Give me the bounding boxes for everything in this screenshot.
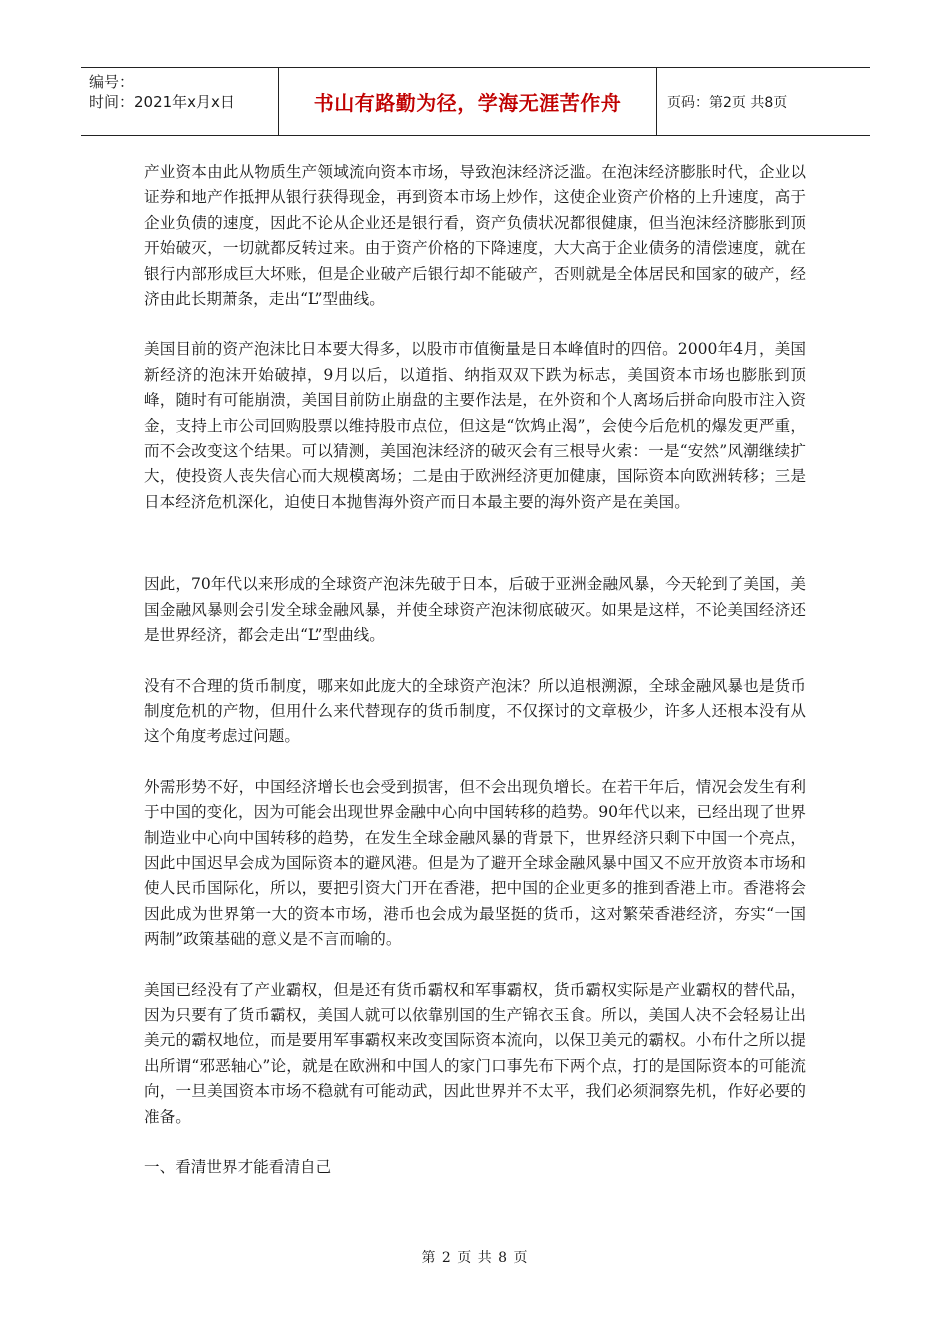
header-motto: 书山有路勤为径，学海无涯苦作舟 bbox=[279, 68, 657, 135]
document-number-label: 编号： bbox=[89, 73, 135, 91]
paragraph: 美国已经没有了产业霸权，但是还有货币霸权和军事霸权，货币霸权实际是产业霸权的替代品，因为只要有了货币霸权，美国人就可以依靠别国的生产锦衣玉食。所以，美国人决不会轻易让出美元的霸权地位，而是要用军事霸权来改变国际资本流向，以保卫美元的霸权。小布什之所以提出所谓“邪恶轴心”论，就是在欧洲和中国人的家门口事先布下两个点，打的是国际资本的可能流向，一旦美国资本市场不稳就有可能动武，因此世界并不太平，我们必须洞察先机，作好必要的准备。 bbox=[144, 980, 806, 1126]
paragraph: 没有不合理的货币制度，哪来如此庞大的全球资产泡沫？所以追根溯源，全球金融风暴也是货币制度危机的产物，但用什么来代替现存的货币制度，不仅探讨的文章极少，许多人还根本没有从这个角度考虑过问题。 bbox=[144, 676, 806, 746]
page-header bbox=[81, 67, 870, 136]
section-heading: 一、看清世界才能看清自己 bbox=[144, 1158, 332, 1176]
header-page-info: 页码：第2页 共8页 bbox=[667, 94, 788, 111]
header-meta bbox=[81, 68, 279, 135]
paragraph: 因此，70年代以来形成的全球资产泡沫先破于日本，后破于亚洲金融风暴，今天轮到了美国，美国金融风暴则会引发全球金融风暴，并使全球资产泡沫彻底破灭。如果是这样，不论美国经济还是世界经济，都会走出“L”型曲线。 bbox=[144, 575, 806, 645]
page-footer: 第 2 页 共 8 页 bbox=[421, 1250, 529, 1266]
document-body bbox=[144, 160, 806, 1205]
document-time-label: 时间：2021年x月x日 bbox=[89, 93, 235, 111]
paragraph: 产业资本由此从物质生产领域流向资本市场，导致泡沫经济泛滥。在泡沫经济膨胀时代，企业以证券和地产作抵押从银行获得现金，再到资本市场上炒作，这使企业资产价格的上升速度，高于企业负债的速度，因此不论从企业还是银行看，资产负债状况都很健康，但当泡沫经济膨胀到顶开始破灭，一切就都反转过来。由于资产价格的下降速度，大大高于企业债务的清偿速度，就在银行内部形成巨大坏账，但是企业破产后银行却不能破产，否则就是全体居民和国家的破产，经济由此长期萧条，走出“L”型曲线。 bbox=[144, 163, 806, 309]
paragraph: 外需形势不好，中国经济增长也会受到损害，但不会出现负增长。在若干年后，情况会发生有利于中国的变化，因为可能会出现世界金融中心向中国转移的趋势。90年代以来，已经出现了世界制造业中心向中国转移的趋势，在发生全球金融风暴的背景下，世界经济只剩下中国一个亮点，因此中国迟早会成为国际资本的避风港。但是为了避开全球金融风暴中国又不应开放资本市场和使人民币国际化，所以，要把引资大门开在香港，把中国的企业更多的推到香港上市。香港将会因此成为世界第一大的资本市场，港币也会成为最坚挺的货币，这对繁荣香港经济，夯实“一国两制”政策基础的意义是不言而喻的。 bbox=[144, 777, 806, 949]
paragraph: 美国目前的资产泡沫比日本要大得多，以股市市值衡量是日本峰值时的四倍。2000年4月，美国新经济的泡沫开始破掉，9月以后，以道指、纳指双双下跌为标志，美国资本市场也膨胀到顶峰，随时有可能崩溃，美国目前防止崩盘的主要作法是，在外资和个人离场后拼命向股市注入资金，支持上市公司回购股票以维持股市点位，但这是“饮鸩止渴”，会使今后危机的爆发更严重，而不会改变这个结果。可以猜测，美国泡沫经济的破灭会有三根导火索：一是“安然”风潮继续扩大，使投资人丧失信心而大规模离场；二是由于欧洲经济更加健康，国际资本向欧洲转移；三是日本经济危机深化，迫使日本抛售海外资产而日本最主要的海外资产是在美国。 bbox=[144, 340, 806, 511]
